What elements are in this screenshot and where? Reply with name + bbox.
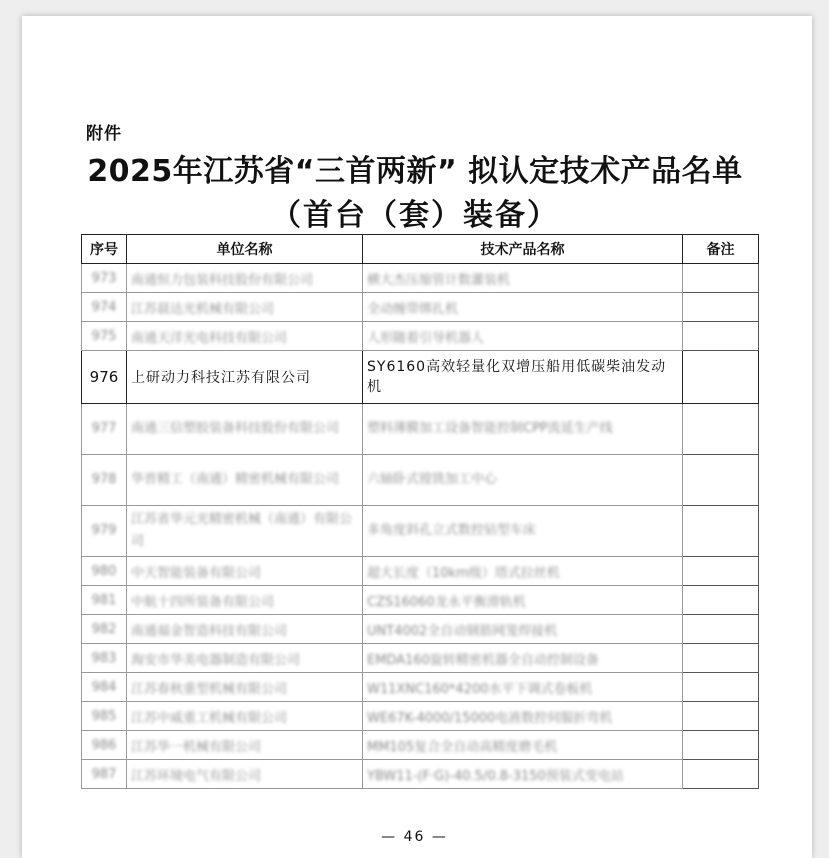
product-name: W11XNC160*4200水平下调式卷板机 [363,673,683,702]
table-header-row [82,235,759,264]
row-number: 973 [82,264,127,293]
table-row-highlighted [82,351,759,404]
page-number: — 46 — [381,829,448,845]
note-cell [683,455,759,506]
product-name: MM105复合全自动高精度磨毛机 [363,731,683,760]
note-cell [683,586,759,615]
table-row [82,760,759,789]
product-name: 全动缠带绑扎机 [363,293,683,322]
table-row [82,322,759,351]
table-row [82,293,759,322]
column-header-unit: 单位名称 [127,235,363,264]
note-cell [683,702,759,731]
unit-name: 中天智能装备有限公司 [127,557,363,586]
table-row [82,673,759,702]
note-cell [683,644,759,673]
row-number: 984 [82,673,127,702]
row-number: 974 [82,293,127,322]
product-name: YBW11-(F·G)-40.5/0.8-3150预装式变电站 [363,760,683,789]
unit-name: 江苏省华元光精密机械（南通）有限公司 [127,506,363,557]
table-row [82,731,759,760]
product-name: 多角度斜孔立式数控钻型车床 [363,506,683,557]
note-cell [683,404,759,455]
unit-name: 南通三信塑胶装备科技股份有限公司 [127,404,363,455]
note-cell [683,293,759,322]
table-row [82,586,759,615]
table-row [82,702,759,731]
product-name: 塑料薄膜加工设备智能控制CPP流延生产线 [363,404,683,455]
product-name: 六轴卧式镗铣加工中心 [363,455,683,506]
row-number: 981 [82,586,127,615]
column-header-no: 序号 [82,235,127,264]
row-number: 979 [82,506,127,557]
note-cell [683,760,759,789]
document-title: 2025年江苏省“三首两新” 拟认定技术产品名单 [87,154,743,189]
product-name: 超大长度（10km级）塔式拉丝机 [363,557,683,586]
row-number: 978 [82,455,127,506]
unit-name: 南通福金智造科技有限公司 [127,615,363,644]
product-name: 人形随着引导机器人 [363,322,683,351]
document-subtitle: （首台（套）装备） [271,198,559,233]
note-cell [683,351,759,404]
row-number: 986 [82,731,127,760]
row-number: 985 [82,702,127,731]
column-header-product: 技术产品名称 [363,235,683,264]
row-number: 975 [82,322,127,351]
note-cell [683,557,759,586]
unit-name: 江苏晨达光机械有限公司 [127,293,363,322]
unit-name: 海安市华美电器制造有限公司 [127,644,363,673]
note-cell [683,615,759,644]
note-cell [683,731,759,760]
product-name: SY6160高效轻量化双增压船用低碳柴油发动机 [363,351,683,404]
table-row [82,615,759,644]
unit-name: 江苏华一机械有限公司 [127,731,363,760]
row-number: 983 [82,644,127,673]
column-header-note: 备注 [683,235,759,264]
product-list-table [81,234,759,789]
note-cell [683,264,759,293]
note-cell [683,322,759,351]
unit-name: 南通恒力包装科技股份有限公司 [127,264,363,293]
table-row [82,506,759,557]
unit-name: 江苏春秋重型机械有限公司 [127,673,363,702]
unit-name: 江苏中威重工机械有限公司 [127,702,363,731]
unit-name: 江苏环境电气有限公司 [127,760,363,789]
table-row [82,557,759,586]
product-name: CZS16060龙永平衡滑轨机 [363,586,683,615]
row-number: 987 [82,760,127,789]
product-name: WE67K-4000/15000电液数控伺服折弯机 [363,702,683,731]
unit-name: 上研动力科技江苏有限公司 [127,351,363,404]
product-name: 横大杰压缩管计数灌装机 [363,264,683,293]
table-row [82,404,759,455]
row-number: 976 [82,351,127,404]
product-name: EMDA160旋转精密机器全自动控制设备 [363,644,683,673]
unit-name: 华晋精工（南通）精密机械有限公司 [127,455,363,506]
unit-name: 南通天洋光电科技有限公司 [127,322,363,351]
row-number: 977 [82,404,127,455]
attachment-label: 附件 [86,124,122,144]
note-cell [683,673,759,702]
row-number: 982 [82,615,127,644]
product-name: UNT4002全自动钢筋网笼焊接机 [363,615,683,644]
table-row [82,644,759,673]
table-row [82,264,759,293]
table-row [82,455,759,506]
unit-name: 中航十四所装备有限公司 [127,586,363,615]
row-number: 980 [82,557,127,586]
note-cell [683,506,759,557]
